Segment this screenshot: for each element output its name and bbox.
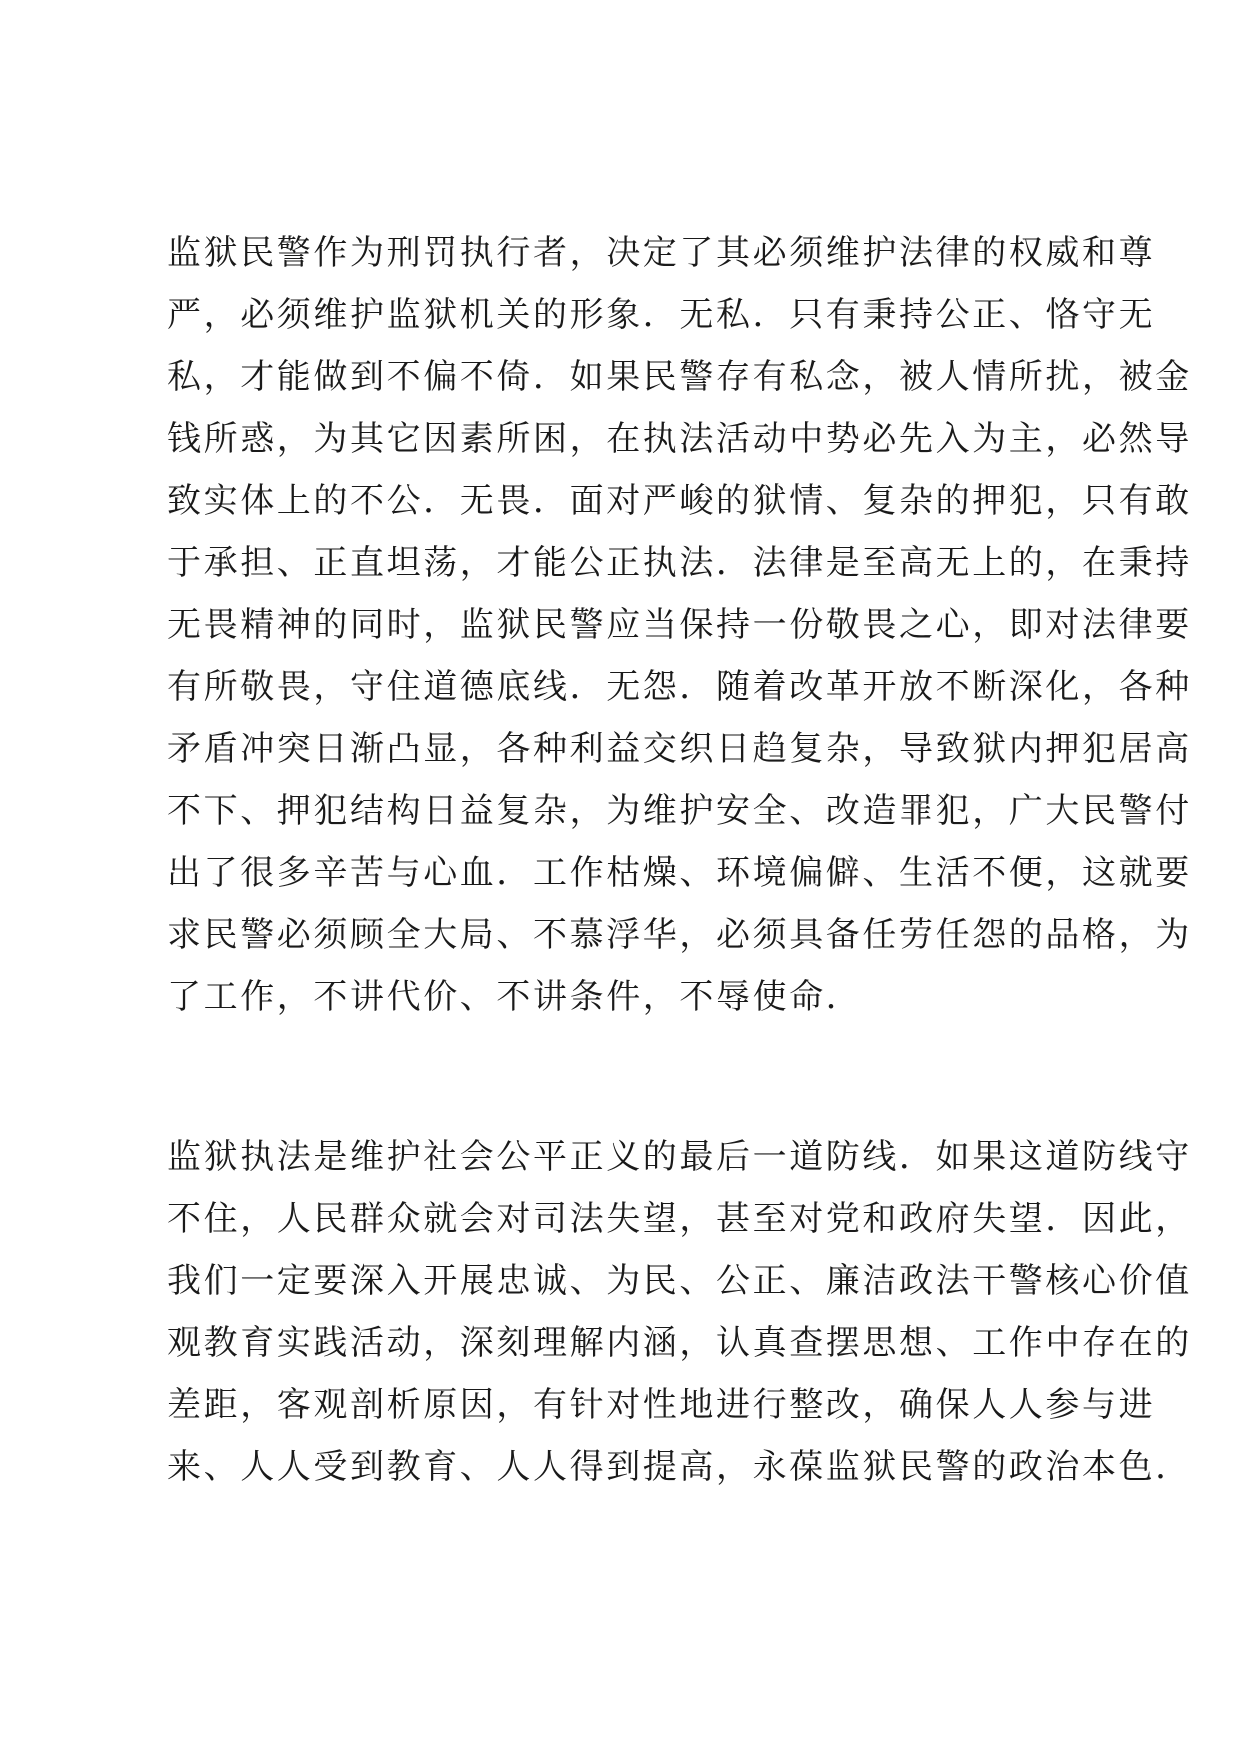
paragraph-line: 矛盾冲突日渐凸显，各种利益交织日趋复杂，导致狱内押犯居高	[167, 729, 1192, 769]
paragraph-line: 严，必须维护监狱机关的形象．无私．只有秉持公正、恪守无	[167, 295, 1156, 335]
paragraph-line: 无畏精神的同时，监狱民警应当保持一份敬畏之心，即对法律要	[167, 605, 1192, 645]
paragraph-line: 不下、押犯结构日益复杂，为维护安全、改造罪犯，广大民警付	[167, 791, 1192, 831]
paragraph-line: 差距，客观剖析原因，有针对性地进行整改，确保人人参与进	[167, 1385, 1156, 1425]
paragraph-line: 致实体上的不公．无畏．面对严峻的狱情、复杂的押犯，只有敢	[167, 481, 1192, 521]
paragraph-line: 了工作，不讲代价、不讲条件，不辱使命．	[167, 977, 863, 1017]
paragraph-line: 来、人人受到教育、人人得到提高，永葆监狱民警的政治本色．	[167, 1447, 1192, 1487]
paragraph-line: 求民警必须顾全大局、不慕浮华，必须具备任劳任怨的品格，为	[167, 915, 1192, 955]
paragraph-line: 有所敬畏，守住道德底线．无怨．随着改革开放不断深化，各种	[167, 667, 1192, 707]
paragraph-1	[167, 222, 1192, 1028]
paragraph-line: 私，才能做到不偏不倚．如果民警存有私念，被人情所扰，被金	[167, 357, 1192, 397]
paragraph-line: 于承担、正直坦荡，才能公正执法．法律是至高无上的，在秉持	[167, 543, 1192, 583]
paragraph-line: 我们一定要深入开展忠诚、为民、公正、廉洁政法干警核心价值	[167, 1261, 1192, 1301]
paragraph-2	[167, 1126, 1192, 1498]
paragraph-line: 观教育实践活动，深刻理解内涵，认真查摆思想、工作中存在的	[167, 1323, 1192, 1363]
paragraph-line: 监狱执法是维护社会公平正义的最后一道防线．如果这道防线守	[167, 1137, 1192, 1177]
paragraph-line: 不住，人民群众就会对司法失望，甚至对党和政府失望．因此，	[167, 1199, 1192, 1239]
paragraph-line: 监狱民警作为刑罚执行者，决定了其必须维护法律的权威和尊	[167, 233, 1156, 273]
paragraph-line: 出了很多辛苦与心血．工作枯燥、环境偏僻、生活不便，这就要	[167, 853, 1192, 893]
paragraph-line: 钱所惑，为其它因素所困，在执法活动中势必先入为主，必然导	[167, 419, 1192, 459]
